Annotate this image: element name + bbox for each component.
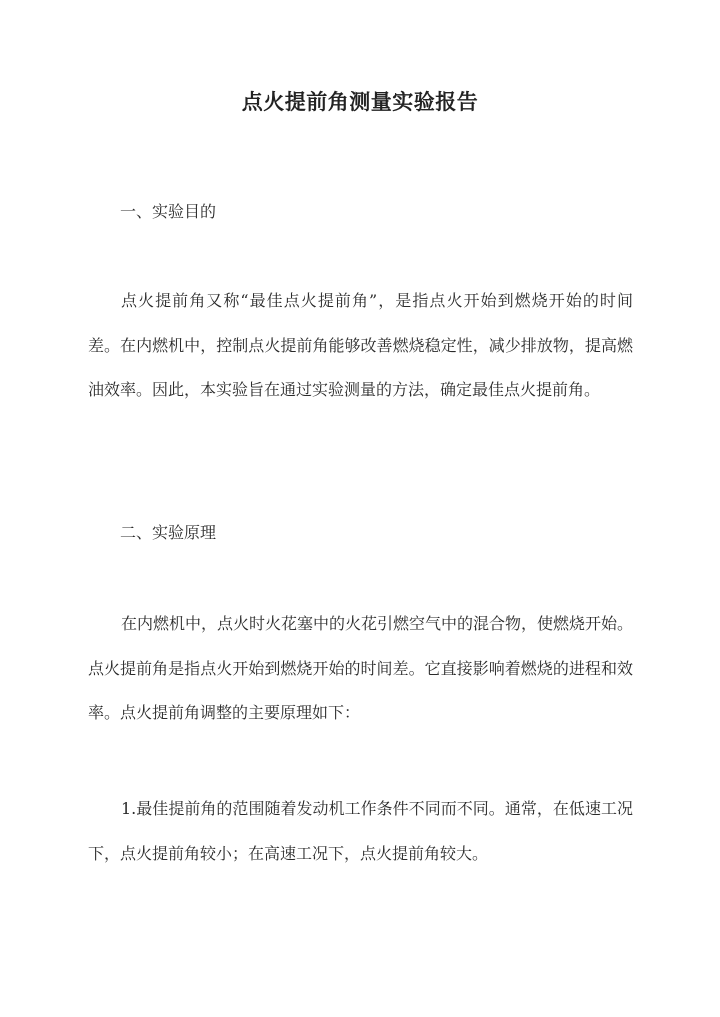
section-heading-purpose: 一、实验目的 — [120, 202, 217, 221]
section-heading-principle: 二、实验原理 — [120, 523, 217, 542]
document-title: 点火提前角测量实验报告 — [241, 89, 479, 114]
paragraph-purpose: 点火提前角又称“最佳点火提前角”，是指点火开始到燃烧开始的时间差。在内燃机中，控制点火提前角能够改善燃烧稳定性，减少排放物，提高燃油效率。因此，本实验旨在通过实验测量的方法，确定最佳点火提前角。 — [88, 291, 633, 399]
paragraph-principle: 在内燃机中，点火时火花塞中的火花引燃空气中的混合物，使燃烧开始。点火提前角是指点火开始到燃烧开始的时间差。它直接影响着燃烧的进程和效率。点火提前角调整的主要原理如下： — [88, 614, 634, 722]
principle-list-item-1: 1.最佳提前角的范围随着发动机工作条件不同而不同。通常，在低速工况下，点火提前角较小；在高速工况下，点火提前角较大。 — [88, 799, 633, 863]
